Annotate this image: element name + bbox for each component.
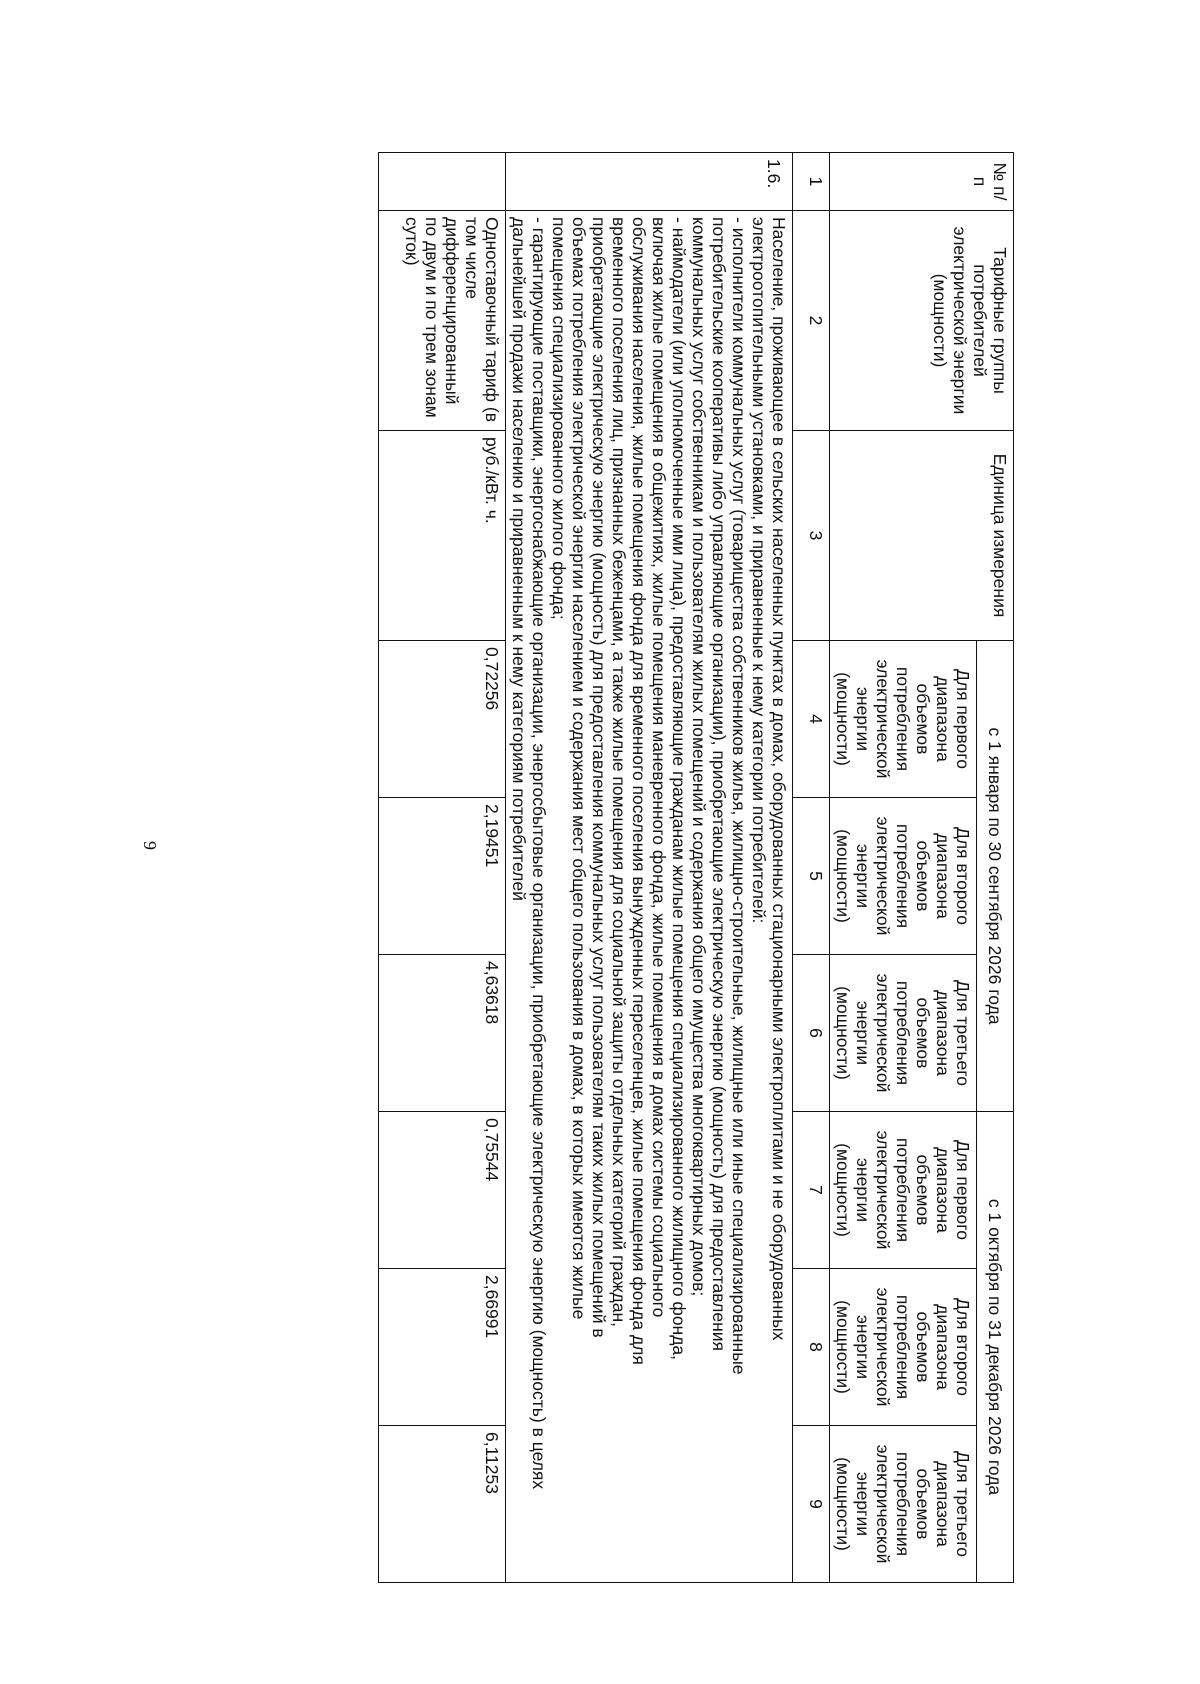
tariff-table [378, 152, 1014, 1583]
header-range-3-p1: Для третьего диапазона объемов потребления электрической энергии (мощности) [830, 955, 977, 1112]
column-number: 1 [793, 153, 830, 211]
description-line: Население, проживающее в сельских населенных пунктах в домах, оборудованных стационарными электроплитами и не оборудованных [769, 217, 789, 1341]
tariff-name: Одноставочный тариф (в том числе дифференцированный по двум и по трем зонам суток) [379, 211, 506, 431]
column-number: 4 [793, 641, 830, 798]
column-number: 3 [793, 431, 830, 641]
tariff-value: 0,75544 [379, 1112, 506, 1269]
tariff-value: 2,66991 [379, 1269, 506, 1426]
header-col-group: Тарифные группы потребителей электрической энергии (мощности) [830, 211, 1014, 431]
page-number: 9 [140, 841, 160, 850]
description-line: коммунальных услуг собственникам и пользователям жилых помещений и содержания общего имущества многоквартирных домов; [689, 217, 709, 1297]
header-period-2: с 1 октября по 31 декабря 2026 года [977, 1112, 1014, 1583]
header-range-3-p2: Для третьего диапазона объемов потребления электрической энергии (мощности) [830, 1426, 977, 1583]
column-number: 6 [793, 955, 830, 1112]
tariff-row-number [379, 153, 506, 211]
column-number: 2 [793, 211, 830, 431]
tariff-value: 0,72256 [379, 641, 506, 798]
column-number: 8 [793, 1269, 830, 1426]
header-col-unit: Единица измерения [830, 431, 1014, 641]
description-line: объемах потребления электрической энергии населением и содержания мест общего пользования в домах, в которых имеются жилые [569, 217, 589, 1320]
tariff-value: 2,19451 [379, 798, 506, 955]
column-numbers-row [793, 153, 830, 1583]
description-line: помещения специализированного жилого фонда; [549, 217, 569, 620]
description-line: дальнейшей продажи населению и приравненным к нему категориям потребителей [509, 217, 529, 901]
description-line: включая жилые помещения в общежитиях, жилые помещения маневренного фонда, жилые помещения в домах системы социального [649, 217, 669, 1318]
description-line: обслуживания населения, жилые помещения фонда для временного поселения вынужденных переселенцев, жилые помещения фонда для [629, 217, 649, 1365]
section-row [506, 153, 793, 1583]
description-line: потребительские кооперативы либо управляющие организации), приобретающие электрическую энергию (мощность) для предоставления [709, 217, 729, 1352]
description-line: электроотопительными установками, и приравненные к нему категории потребителей: [749, 217, 769, 924]
header-period-1: с 1 января по 30 сентября 2026 года [977, 641, 1014, 1112]
tariff-row [379, 153, 506, 1583]
column-number: 5 [793, 798, 830, 955]
header-range-2-p2: Для второго диапазона объемов потребления электрической энергии (мощности) [830, 1269, 977, 1426]
column-number: 7 [793, 1112, 830, 1269]
description-line: приобретающие электрическую энергию (мощность) для предоставления коммунальных услуг пользователям таких жилых помещений в [589, 217, 609, 1338]
header-range-1-p2: Для первого диапазона объемов потребления электрической энергии (мощности) [830, 1112, 977, 1269]
tariff-unit: руб./кВт. ч. [379, 431, 506, 641]
column-number: 9 [793, 1426, 830, 1583]
header-range-2-p1: Для второго диапазона объемов потребления электрической энергии (мощности) [830, 798, 977, 955]
tariff-value: 6,11253 [379, 1426, 506, 1583]
section-description [506, 211, 793, 1583]
description-line: - исполнители коммунальных услуг (товарищества собственников жилья, жилищно-строительные, жилищные или иные специализированные [729, 217, 749, 1375]
tariff-value: 4,63618 [379, 955, 506, 1112]
header-col-no: № п/п [830, 153, 1014, 211]
header-range-1-p1: Для первого диапазона объемов потребления электрической энергии (мощности) [830, 641, 977, 798]
description-line: - наймодатели (или уполномоченные ими лица), предоставляющие гражданам жилые помещения специализированного жилищного фонда, [669, 217, 689, 1361]
description-line: - гарантирующие поставщики, энергоснабжающие организации, энергосбытовые организации, приобретающие электрическую энергию (мощность) в целях [529, 217, 549, 1490]
description-line: временного поселения лиц, признанных беженцами, а также жилые помещения для социальной защиты отдельных категорий граждан, [609, 217, 629, 1327]
section-number: 1.6. [506, 153, 793, 211]
rotated-table-sheet [299, 152, 1014, 1582]
